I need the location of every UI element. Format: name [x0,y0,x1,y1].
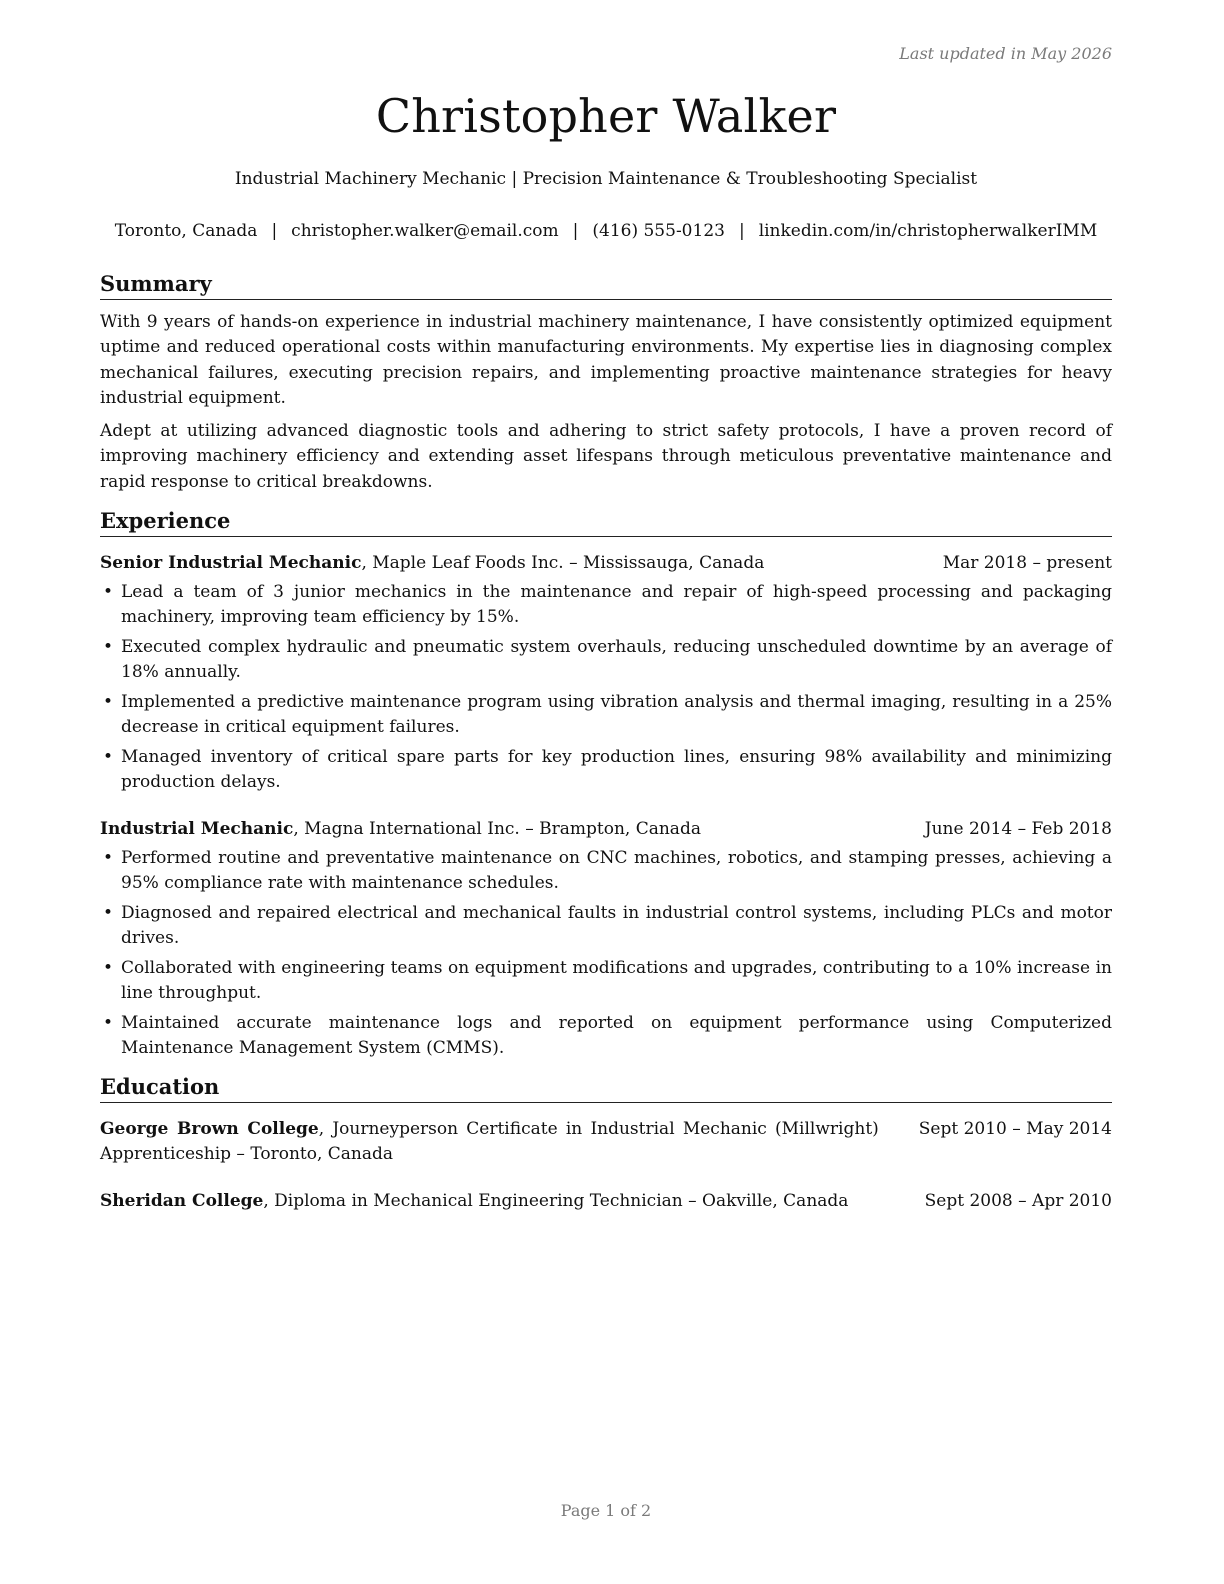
job-role: Industrial Mechanic [100,819,294,840]
summary-paragraph: With 9 years of hands-on experience in industrial machinery maintenance, I have consistently optimized equipment uptime and reduced operational costs within manufacturing environments. My expertise lies in diagnosing complex mechanical failures, executing precision repairs, and implementing proactive maintenance strategies for heavy industrial equipment. [100,312,1112,408]
job-bullet: • Managed inventory of critical spare parts for key production lines, ensuring 98% availability and minimizing production delays. [100,745,1112,795]
job-bullet: • Maintained accurate maintenance logs and reported on equipment performance using Computerized Maintenance Management System (CMMS). [100,1011,1112,1061]
contact-location: Toronto, Canada [114,221,258,241]
experience-heading: Experience [100,507,1112,537]
job-bullet: • Implemented a predictive maintenance program using vibration analysis and thermal imaging, resulting in a 25% decrease in critical equipment failures. [100,690,1112,740]
school-program: , Journeyperson Certificate in Industrial Mechanic (Millwright) Apprenticeship – Toronto, Canada [100,1119,879,1165]
experience-entry-header [100,551,1112,576]
last-updated-note: Last updated in May 2026 [899,44,1112,63]
job-bullet: • Diagnosed and repaired electrical and mechanical faults in industrial control systems, including PLCs and motor drives. [100,901,1112,951]
education-entry-header [100,1117,1112,1167]
job-bullet: • Collaborated with engineering teams on equipment modifications and upgrades, contributing to a 10% increase in line throughput. [100,956,1112,1006]
education-heading: Education [100,1073,1112,1103]
professional-headline: Industrial Machinery Mechanic | Precision Maintenance & Troubleshooting Specialist [234,169,978,189]
contact-phone[interactable]: (416) 555-0123 [592,221,725,241]
job-title-line [100,551,943,576]
summary-paragraph: Adept at utilizing advanced diagnostic tools and adhering to strict safety protocols, I have a proven record of improving machinery efficiency and extending asset lifespans through meticulous preventative maintenance and rapid response to critical breakdowns. [100,421,1112,492]
summary-section [100,270,1112,495]
school-dates: Sept 2010 – May 2014 [918,1119,1112,1140]
candidate-name: Christopher Walker [375,89,837,143]
contact-separator: | [271,221,278,241]
resume-content [100,270,1112,1226]
job-bullet: • Lead a team of 3 junior mechanics in the maintenance and repair of high-speed processing and packaging machinery, improving team efficiency by 15%. [100,580,1112,630]
experience-section [100,507,1112,1061]
summary-heading: Summary [100,270,1112,300]
job-dates: June 2014 – Feb 2018 [924,819,1112,840]
job-bullet: • Executed complex hydraulic and pneumatic system overhauls, reducing unscheduled downtime by an average of 18% annually. [100,635,1112,685]
experience-entry-header [100,817,1112,842]
experience-entry [100,817,1112,1061]
school-dates: Sept 2008 – Apr 2010 [924,1191,1112,1212]
job-role: Senior Industrial Mechanic [100,553,362,574]
school-program: , Diploma in Mechanical Engineering Technician – Oakville, Canada [263,1191,849,1212]
school-name: George Brown College [100,1119,319,1140]
school-line [100,1117,919,1167]
job-bullet: • Performed routine and preventative maintenance on CNC machines, robotics, and stamping presses, achieving a 95% compliance rate with maintenance schedules. [100,846,1112,896]
resume-page [100,0,1112,1584]
job-employer: , Magna International Inc. – Brampton, Canada [293,819,701,840]
job-dates: Mar 2018 – present [942,553,1112,574]
experience-entry [100,551,1112,795]
education-section [100,1073,1112,1214]
education-entry [100,1189,1112,1214]
school-line [100,1189,925,1214]
education-entry-header [100,1189,1112,1214]
education-entry [100,1117,1112,1167]
contact-separator: | [738,221,745,241]
page-number: Page 1 of 2 [560,1501,652,1520]
contact-linkedin[interactable]: linkedin.com/in/christopherwalkerIMM [758,221,1098,241]
job-title-line [100,817,925,842]
job-employer: , Maple Leaf Foods Inc. – Mississauga, Canada [361,553,765,574]
job-bullets [100,580,1112,795]
contact-separator: | [572,221,579,241]
contact-line [100,219,1112,243]
job-bullets [100,846,1112,1061]
contact-email[interactable]: christopher.walker@email.com [291,221,559,241]
school-name: Sheridan College [100,1191,264,1212]
